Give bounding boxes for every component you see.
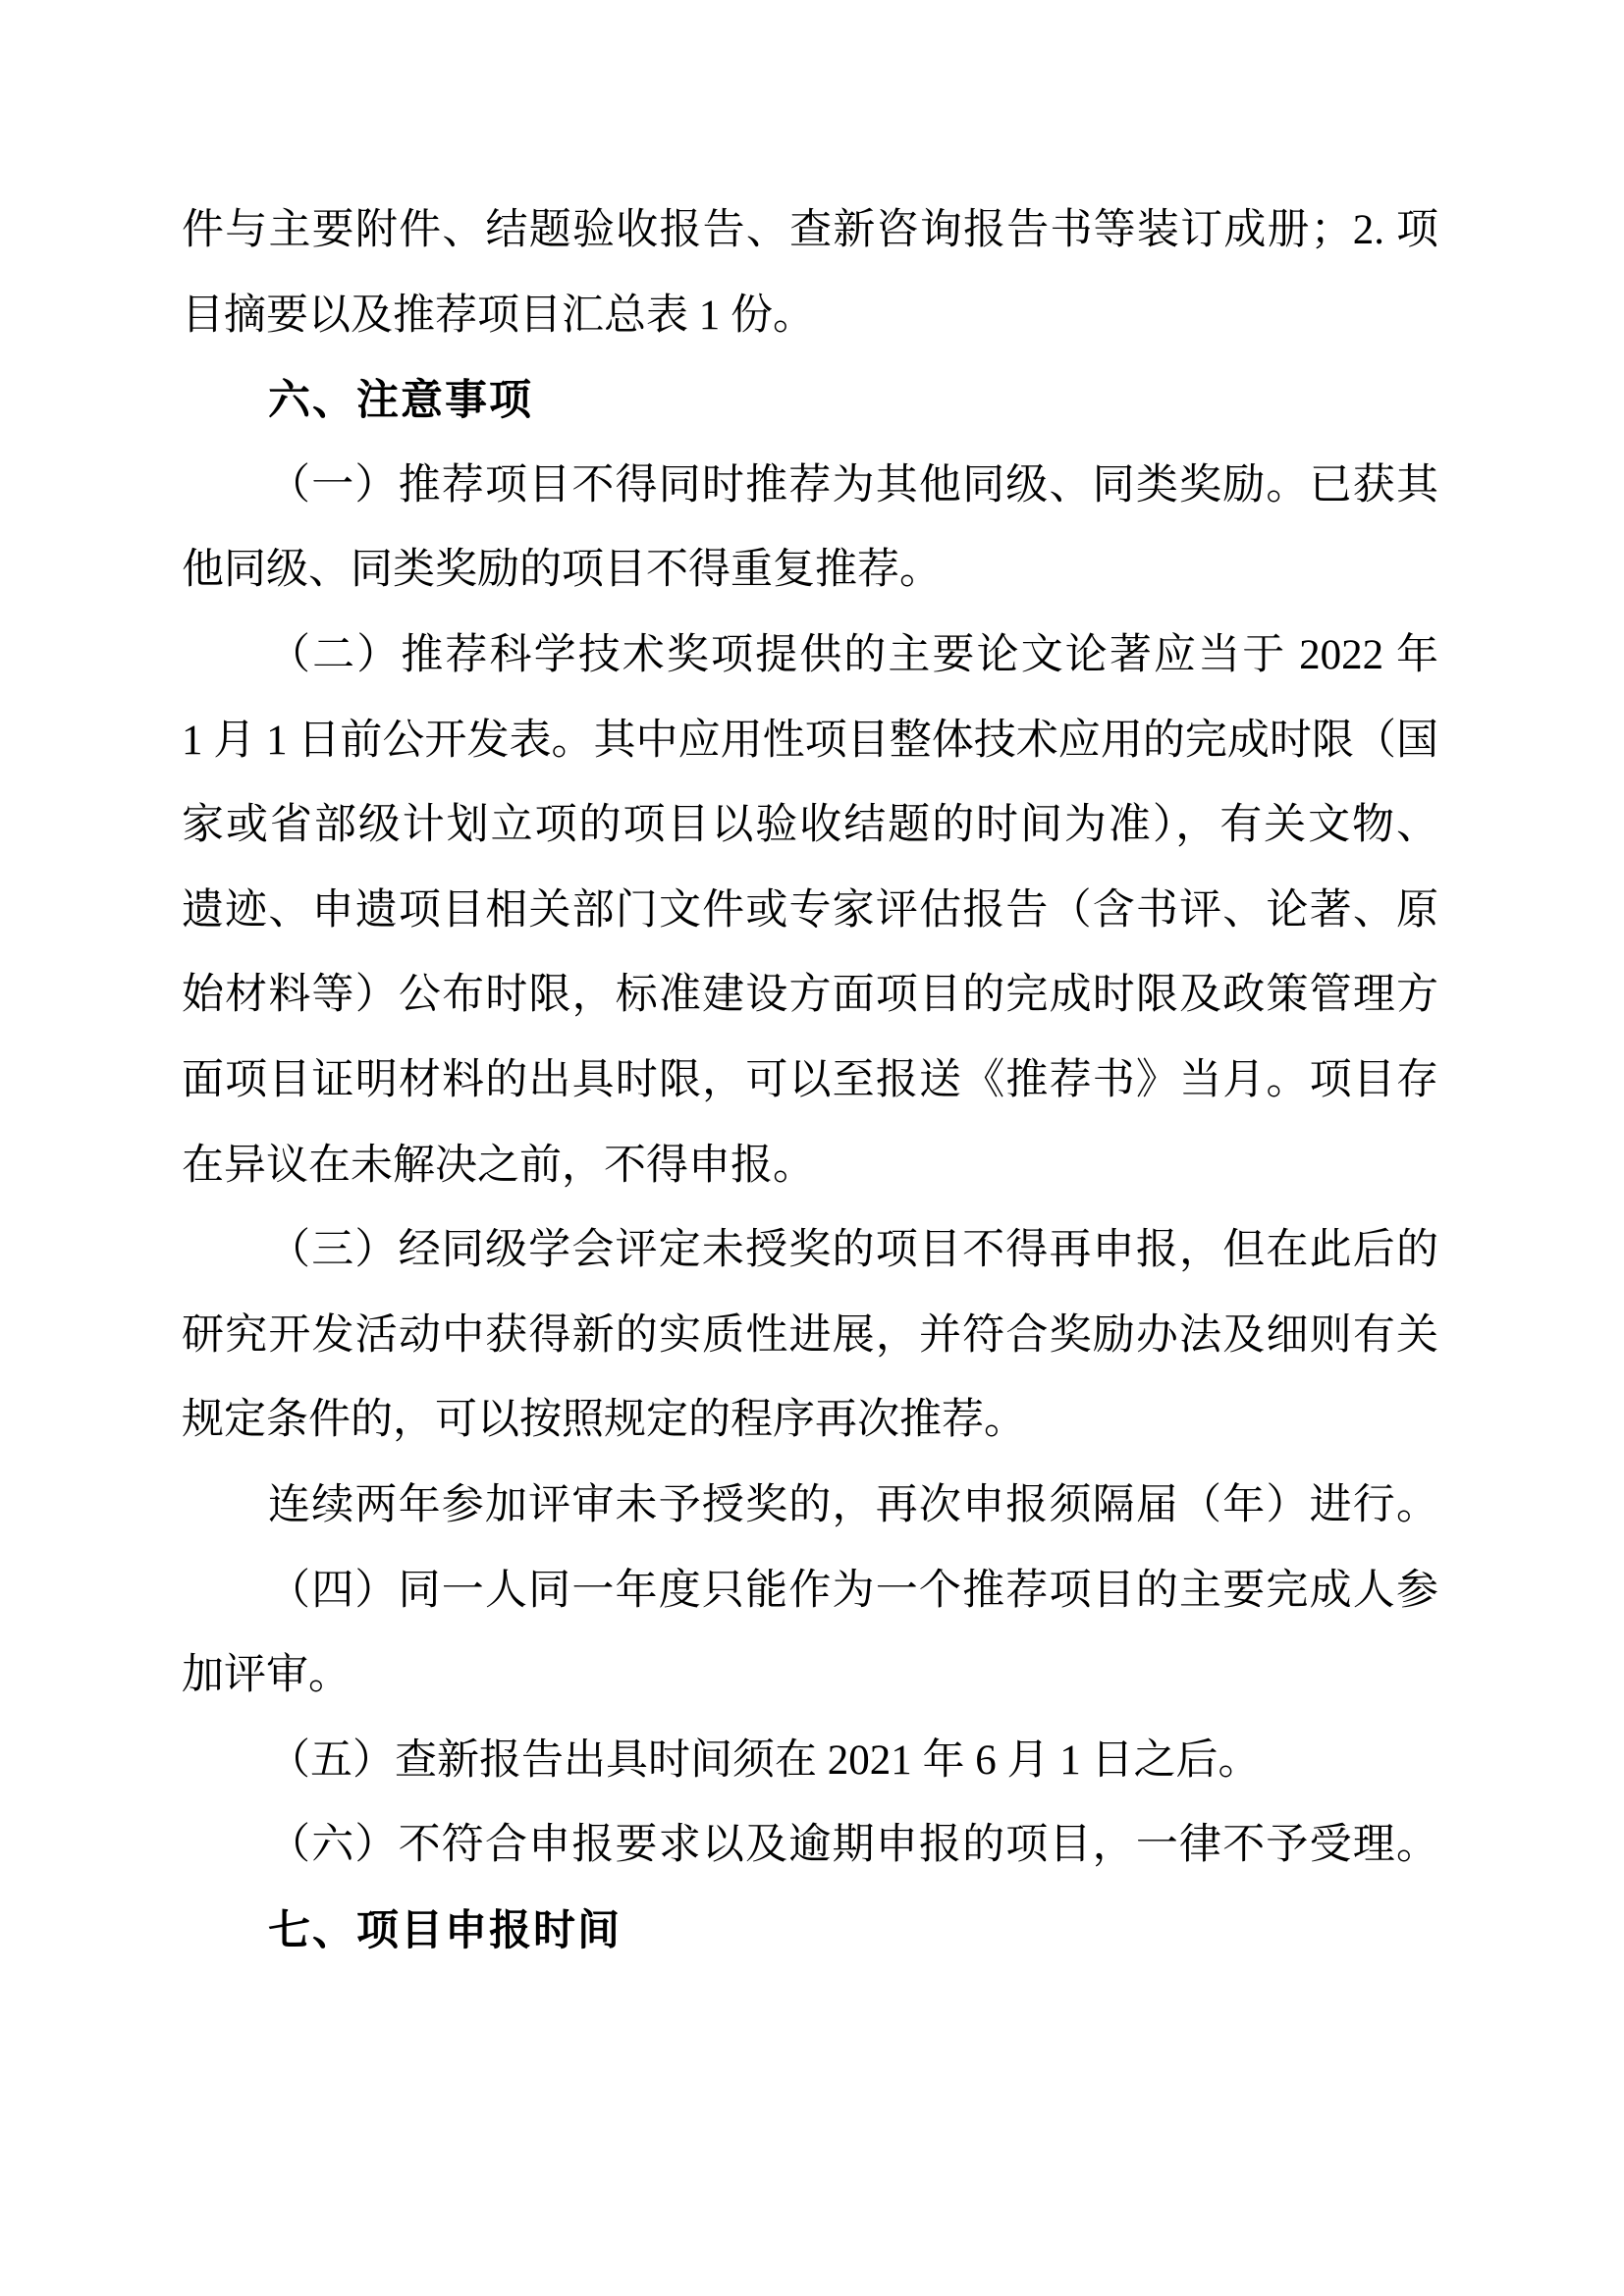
text-line: 加评审。 <box>182 1652 351 1699</box>
text-line: 他同级、同类奖励的项目不得重复推荐。 <box>182 547 942 594</box>
text-line: 始材料等）公布时限，标准建设方面项目的完成时限及政策管理方 <box>182 972 1438 1019</box>
text-line: 面项目证明材料的出具时限，可以至报送《推荐书》当月。项目存 <box>182 1056 1438 1103</box>
text-line: 目摘要以及推荐项目汇总表 1 份。 <box>182 292 815 339</box>
text-line: （六）不符合申报要求以及逾期申报的项目，一律不予受理。 <box>268 1822 1438 1869</box>
text-line: （四）同一人同一年度只能作为一个推荐项目的主要完成人参 <box>268 1567 1438 1614</box>
text-line: （五）查新报告出具时间须在 2021 年 6 月 1 日之后。 <box>268 1736 1261 1784</box>
document-body <box>182 188 1438 1973</box>
text-line: （二）推荐科学技术奖项提供的主要论文论著应当于 2022 年 <box>268 631 1438 678</box>
text-line: （一）推荐项目不得同时推荐为其他同级、同类奖励。已获其 <box>268 461 1438 508</box>
text-line: 连续两年参加评审未予授奖的，再次申报须隔届（年）进行。 <box>268 1481 1438 1528</box>
text-line: （三）经同级学会评定未授奖的项目不得再申报，但在此后的 <box>268 1227 1438 1274</box>
section-heading: 六、注意事项 <box>268 377 533 425</box>
text-line: 遗迹、申遗项目相关部门文件或专家评估报告（含书评、论著、原 <box>182 886 1438 934</box>
section-heading: 七、项目申报时间 <box>268 1906 622 1954</box>
text-line: 在异议在未解决之前，不得申报。 <box>182 1142 815 1189</box>
text-line: 研究开发活动中获得新的实质性进展，并符合奖励办法及细则有关 <box>182 1311 1438 1359</box>
text-line: 规定条件的，可以按照规定的程序再次推荐。 <box>182 1397 1026 1444</box>
text-line: 件与主要附件、结题验收报告、查新咨询报告书等装订成册；2. 项 <box>182 207 1438 253</box>
text-line: 家或省部级计划立项的项目以验收结题的时间为准），有关文物、 <box>182 802 1438 849</box>
text-line: 1 月 1 日前公开发表。其中应用性项目整体技术应用的完成时限（国 <box>182 717 1438 764</box>
